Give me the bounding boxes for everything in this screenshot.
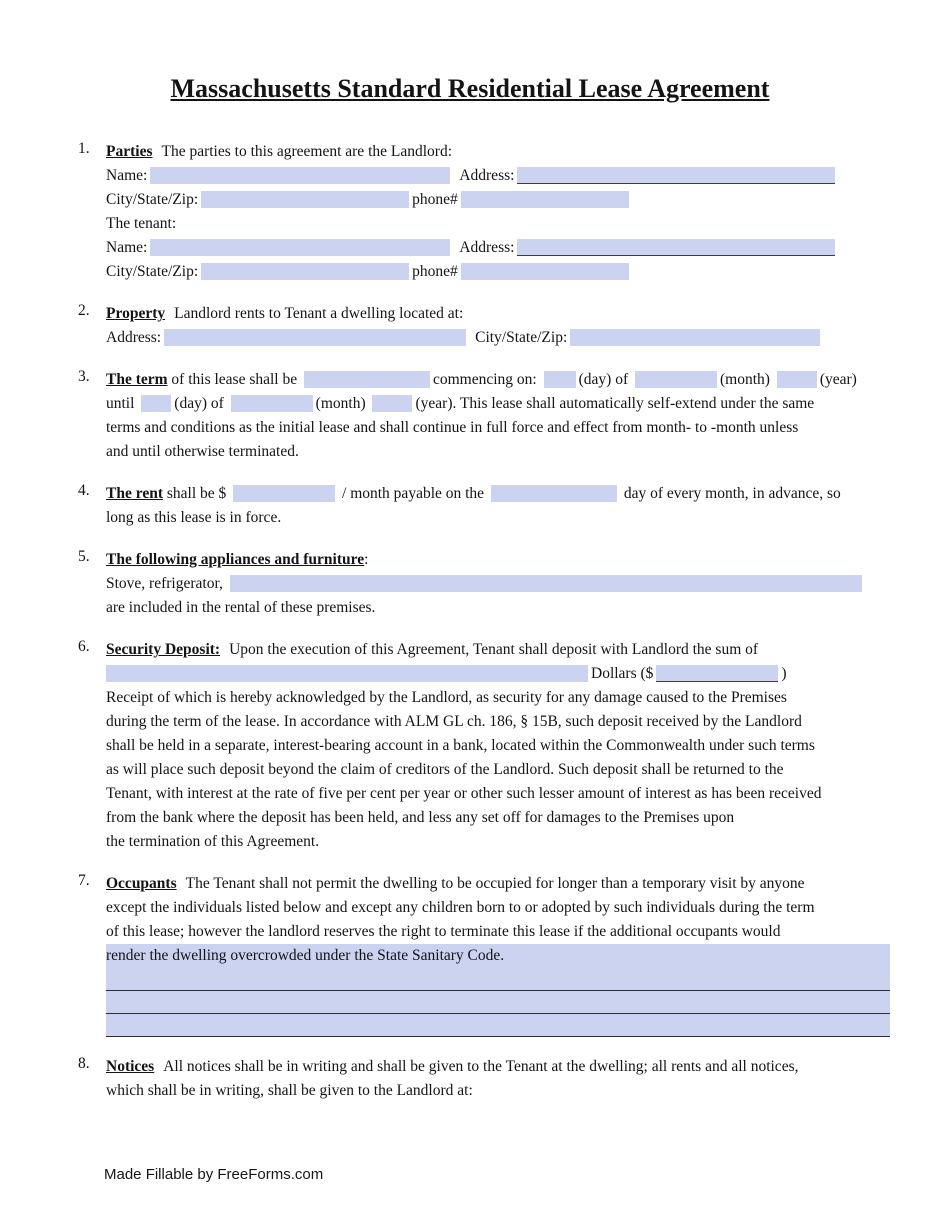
rent-heading: The rent bbox=[106, 485, 163, 502]
section-term bbox=[78, 368, 890, 464]
property-heading: Property bbox=[106, 305, 166, 322]
tenant-name-field[interactable] bbox=[150, 239, 450, 256]
start-year-field[interactable] bbox=[777, 371, 817, 388]
end-month-field[interactable] bbox=[231, 395, 313, 412]
section-occupants bbox=[78, 872, 890, 1037]
notices-heading: Notices bbox=[106, 1058, 155, 1075]
section-heading-line bbox=[106, 140, 890, 164]
landlord-name-field[interactable] bbox=[150, 167, 450, 184]
text-run: All notices shall be in writing and shall be given to the Tenant at the dwelling; all rents and all notices, bbox=[163, 1058, 799, 1075]
paragraph-line-highlighted: render the dwelling overcrowded under the State Sanitary Code. bbox=[106, 944, 890, 968]
text-run: The Tenant shall not permit the dwelling to be occupied for longer than a temporary visit by anyone bbox=[185, 875, 805, 892]
name-label: Name: bbox=[106, 167, 148, 184]
paragraph-line: the termination of this Agreement. bbox=[106, 833, 320, 850]
term-line-3: terms and conditions as the initial lease and shall continue in full force and effect from month- to -month unless bbox=[106, 419, 799, 436]
additional-appliances-field[interactable] bbox=[230, 575, 862, 592]
occupants-field-line-3[interactable] bbox=[106, 1014, 890, 1037]
text-run: Stove, refrigerator, bbox=[106, 575, 227, 592]
landlord-csz-row bbox=[106, 188, 890, 212]
text-run: (month) bbox=[315, 395, 370, 412]
text-run: until bbox=[106, 395, 139, 412]
rent-due-day-field[interactable] bbox=[491, 485, 617, 502]
end-day-field[interactable] bbox=[141, 395, 171, 412]
text-run: ) bbox=[781, 665, 787, 682]
section-heading-line bbox=[106, 302, 890, 326]
address-label: Address: bbox=[106, 329, 162, 346]
text-run: (year). This lease shall automatically self-extend under the same bbox=[415, 395, 815, 412]
term-line-4: and until otherwise terminated. bbox=[106, 443, 299, 460]
appliances-heading-line bbox=[106, 548, 890, 572]
paragraph-line: except the individuals listed below and except any children born to or adopted by such individuals during the term bbox=[106, 899, 815, 916]
term-line-1 bbox=[106, 368, 890, 392]
landlord-address-field[interactable] bbox=[517, 167, 835, 184]
text-run: (month) bbox=[720, 371, 774, 388]
notices-heading-line bbox=[106, 1055, 890, 1079]
tenant-name-row bbox=[106, 236, 890, 260]
security-deposit-heading: Security Deposit: bbox=[106, 641, 221, 658]
section-number: 2. bbox=[78, 302, 90, 319]
tenant-phone-field[interactable] bbox=[461, 263, 629, 280]
text-run: day of every month, in advance, so bbox=[619, 485, 841, 502]
city-state-zip-label: City/State/Zip: bbox=[475, 329, 568, 346]
property-intro: Landlord rents to Tenant a dwelling located at: bbox=[174, 305, 464, 322]
term-length-field[interactable] bbox=[304, 371, 430, 388]
tenant-csz-row bbox=[106, 260, 890, 284]
occupants-field-line-1[interactable] bbox=[106, 968, 890, 991]
appliances-heading: The following appliances and furniture bbox=[106, 551, 365, 568]
section-number: 7. bbox=[78, 872, 90, 889]
appliances-line-3: are included in the rental of these premises. bbox=[106, 599, 376, 616]
deposit-amount-line bbox=[106, 662, 890, 686]
text-run: Dollars ($ bbox=[591, 665, 654, 682]
paragraph-line: shall be held in a separate, interest-bearing account in a bank, located within the Commonwealth under such terms bbox=[106, 737, 815, 754]
page-title-text: Massachusetts Standard Residential Lease Agreement bbox=[170, 74, 770, 103]
landlord-phone-field[interactable] bbox=[461, 191, 629, 208]
address-label: Address: bbox=[459, 167, 515, 184]
page-title bbox=[0, 0, 940, 104]
phone-label: phone# bbox=[412, 263, 458, 280]
tenant-intro-line bbox=[106, 212, 890, 236]
section-number: 8. bbox=[78, 1055, 90, 1072]
deposit-amount-numeric-field[interactable] bbox=[656, 665, 778, 682]
landlord-name-row bbox=[106, 164, 890, 188]
monthly-rent-field[interactable] bbox=[233, 485, 335, 502]
deposit-heading-line bbox=[106, 638, 890, 662]
city-state-zip-label: City/State/Zip: bbox=[106, 263, 199, 280]
section-appliances bbox=[78, 548, 890, 620]
section-property bbox=[78, 302, 890, 350]
name-label: Name: bbox=[106, 239, 148, 256]
start-day-field[interactable] bbox=[544, 371, 576, 388]
address-label: Address: bbox=[459, 239, 515, 256]
paragraph-line: of this lease; however the landlord reserves the right to terminate this lease if the additional occupants would bbox=[106, 923, 781, 940]
paragraph-line: Tenant, with interest at the rate of five per cent per year or other such lesser amount of interest as has been received bbox=[106, 785, 822, 802]
paragraph-line: from the bank where the deposit has been held, and less any set off for damages to the Premises upon bbox=[106, 809, 735, 826]
city-state-zip-label: City/State/Zip: bbox=[106, 191, 199, 208]
tenant-intro: The tenant: bbox=[106, 215, 177, 232]
text-run: : bbox=[364, 551, 369, 568]
text-run: shall be $ bbox=[162, 485, 231, 502]
section-parties bbox=[78, 140, 890, 284]
footer-credit: Made Fillable by FreeForms.com bbox=[104, 1166, 324, 1183]
rent-line-1 bbox=[106, 482, 890, 506]
text-run: (year) bbox=[819, 371, 857, 388]
end-year-field[interactable] bbox=[372, 395, 412, 412]
term-line-2 bbox=[106, 392, 890, 416]
paragraph-line: which shall be in writing, shall be given to the Landlord at: bbox=[106, 1082, 473, 1099]
rent-line-2: long as this lease is in force. bbox=[106, 509, 282, 526]
phone-label: phone# bbox=[412, 191, 458, 208]
occupants-heading: Occupants bbox=[106, 875, 177, 892]
section-number: 3. bbox=[78, 368, 90, 385]
occupants-heading-line bbox=[106, 872, 890, 896]
term-heading: The term bbox=[106, 371, 168, 388]
property-address-field[interactable] bbox=[164, 329, 466, 346]
parties-intro: The parties to this agreement are the Landlord: bbox=[161, 143, 452, 160]
text-run: (day) of bbox=[174, 395, 228, 412]
section-number: 4. bbox=[78, 482, 90, 499]
start-month-field[interactable] bbox=[635, 371, 717, 388]
text-run: (day) of bbox=[578, 371, 632, 388]
paragraph-line: Receipt of which is hereby acknowledged by the Landlord, as security for any damage caused to the Premises bbox=[106, 689, 787, 706]
text-run: / month payable on the bbox=[338, 485, 488, 502]
text-run: commencing on: bbox=[433, 371, 541, 388]
paragraph-line: as will place such deposit beyond the claim of creditors of the Landlord. Such deposit shall be returned to the bbox=[106, 761, 784, 778]
occupants-field-line-2[interactable] bbox=[106, 991, 890, 1014]
text-run: of this lease shall be bbox=[167, 371, 301, 388]
tenant-city-state-zip-field[interactable] bbox=[201, 263, 409, 280]
section-security-deposit bbox=[78, 638, 890, 854]
section-number: 5. bbox=[78, 548, 90, 565]
section-number: 1. bbox=[78, 140, 90, 157]
appliances-field-line bbox=[106, 572, 890, 596]
parties-heading: Parties bbox=[106, 143, 153, 160]
deposit-amount-words-field[interactable] bbox=[106, 665, 588, 682]
text-run: Upon the execution of this Agreement, Tenant shall deposit with Landlord the sum of bbox=[229, 641, 759, 658]
section-number: 6. bbox=[78, 638, 90, 655]
property-address-row bbox=[106, 326, 890, 350]
landlord-city-state-zip-field[interactable] bbox=[201, 191, 409, 208]
document-body bbox=[78, 140, 890, 1103]
tenant-address-field[interactable] bbox=[517, 239, 835, 256]
section-notices bbox=[78, 1055, 890, 1103]
paragraph-line: during the term of the lease. In accordance with ALM GL ch. 186, § 15B, such deposit received by the Landlord bbox=[106, 713, 802, 730]
section-rent bbox=[78, 482, 890, 530]
property-city-state-zip-field[interactable] bbox=[570, 329, 820, 346]
